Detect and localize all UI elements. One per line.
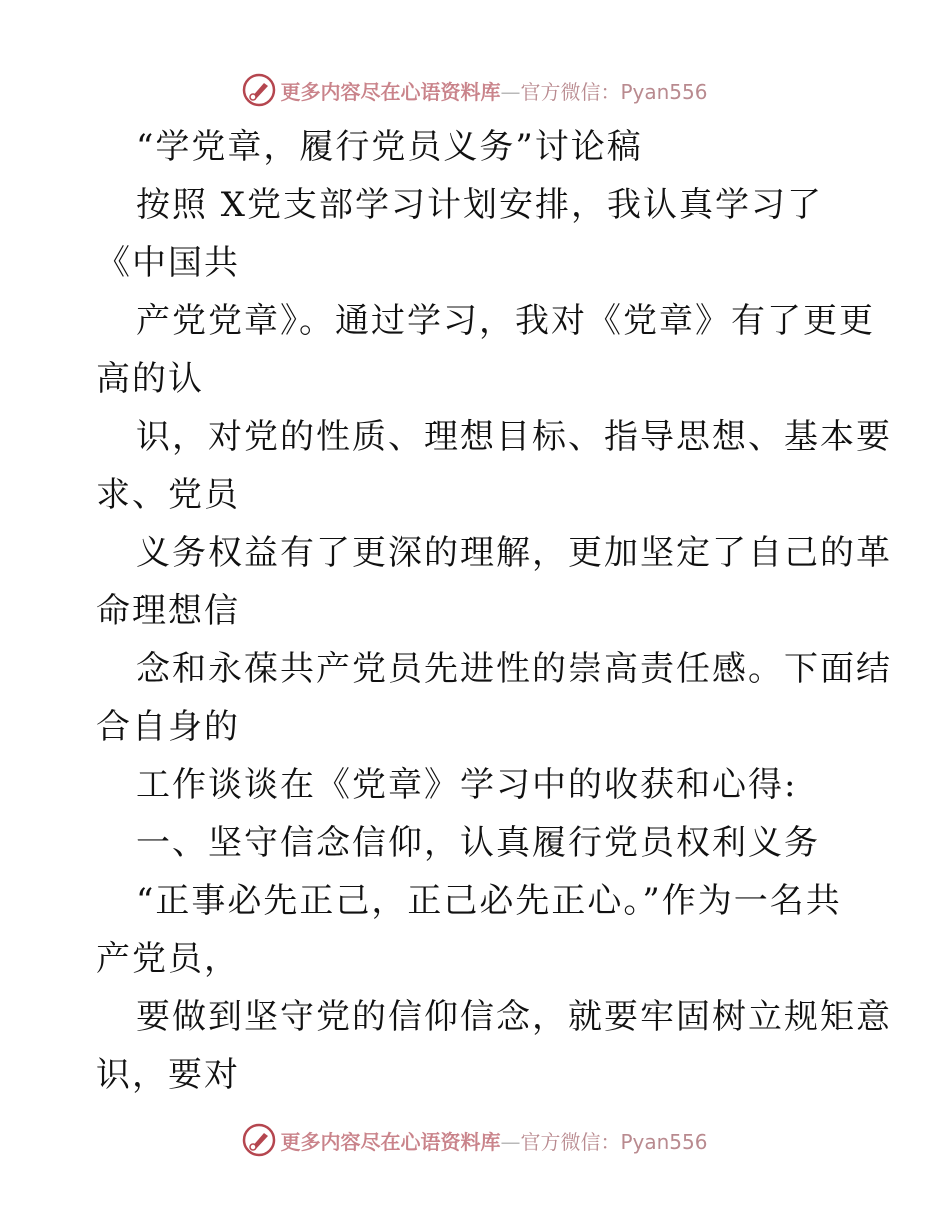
text-line: 义务权益有了更深的理解，更加坚定了自己的革 [136,533,892,573]
footer-banner [0,1120,950,1160]
text-line: 按照 X党支部学习计划安排，我认真学习了 [136,185,824,225]
text-line: 产党员， [96,939,240,979]
text-line: 识，要对 [96,1055,240,1095]
banner-text [280,76,707,105]
header-banner [0,70,950,110]
banner-dash: — [500,79,521,104]
document-body [96,118,892,1104]
text-line: 要做到坚守党的信仰信念，就要牢固树立规矩意 [136,997,892,1037]
banner-title: 更多内容尽在心语资料库 [280,1129,501,1154]
banner-wechat: 官方微信：Pyan556 [520,1129,708,1154]
brand-logo-icon [242,1123,276,1157]
text-line: 识，对党的性质、理想目标、指导思想、基本要 [136,417,892,457]
text-line: 命理想信 [96,591,240,631]
text-line: 高的认 [96,359,204,399]
banner-dash: — [500,1129,521,1154]
banner-text [280,1126,707,1155]
text-line: 工作谈谈在《党章》学习中的收获和心得: [136,765,798,805]
text-line: 合自身的 [96,707,240,747]
text-line: 念和永葆共产党员先进性的崇高责任感。下面结 [136,649,892,689]
text-line: 产党党章》。通过学习，我对《党章》有了更更 [136,301,875,341]
text-line: 《中国共 [96,243,240,283]
brand-logo-icon [242,73,276,107]
banner-title: 更多内容尽在心语资料库 [280,79,501,104]
text-line: “正事必先正己，正己必先正心。”作为一名共 [136,881,842,921]
banner-wechat: 官方微信：Pyan556 [520,79,708,104]
text-line: 求、党员 [96,475,240,515]
text-line: “学党章，履行党员义务”讨论稿 [136,127,643,167]
text-line: 一、坚守信念信仰，认真履行党员权利义务 [136,823,820,863]
